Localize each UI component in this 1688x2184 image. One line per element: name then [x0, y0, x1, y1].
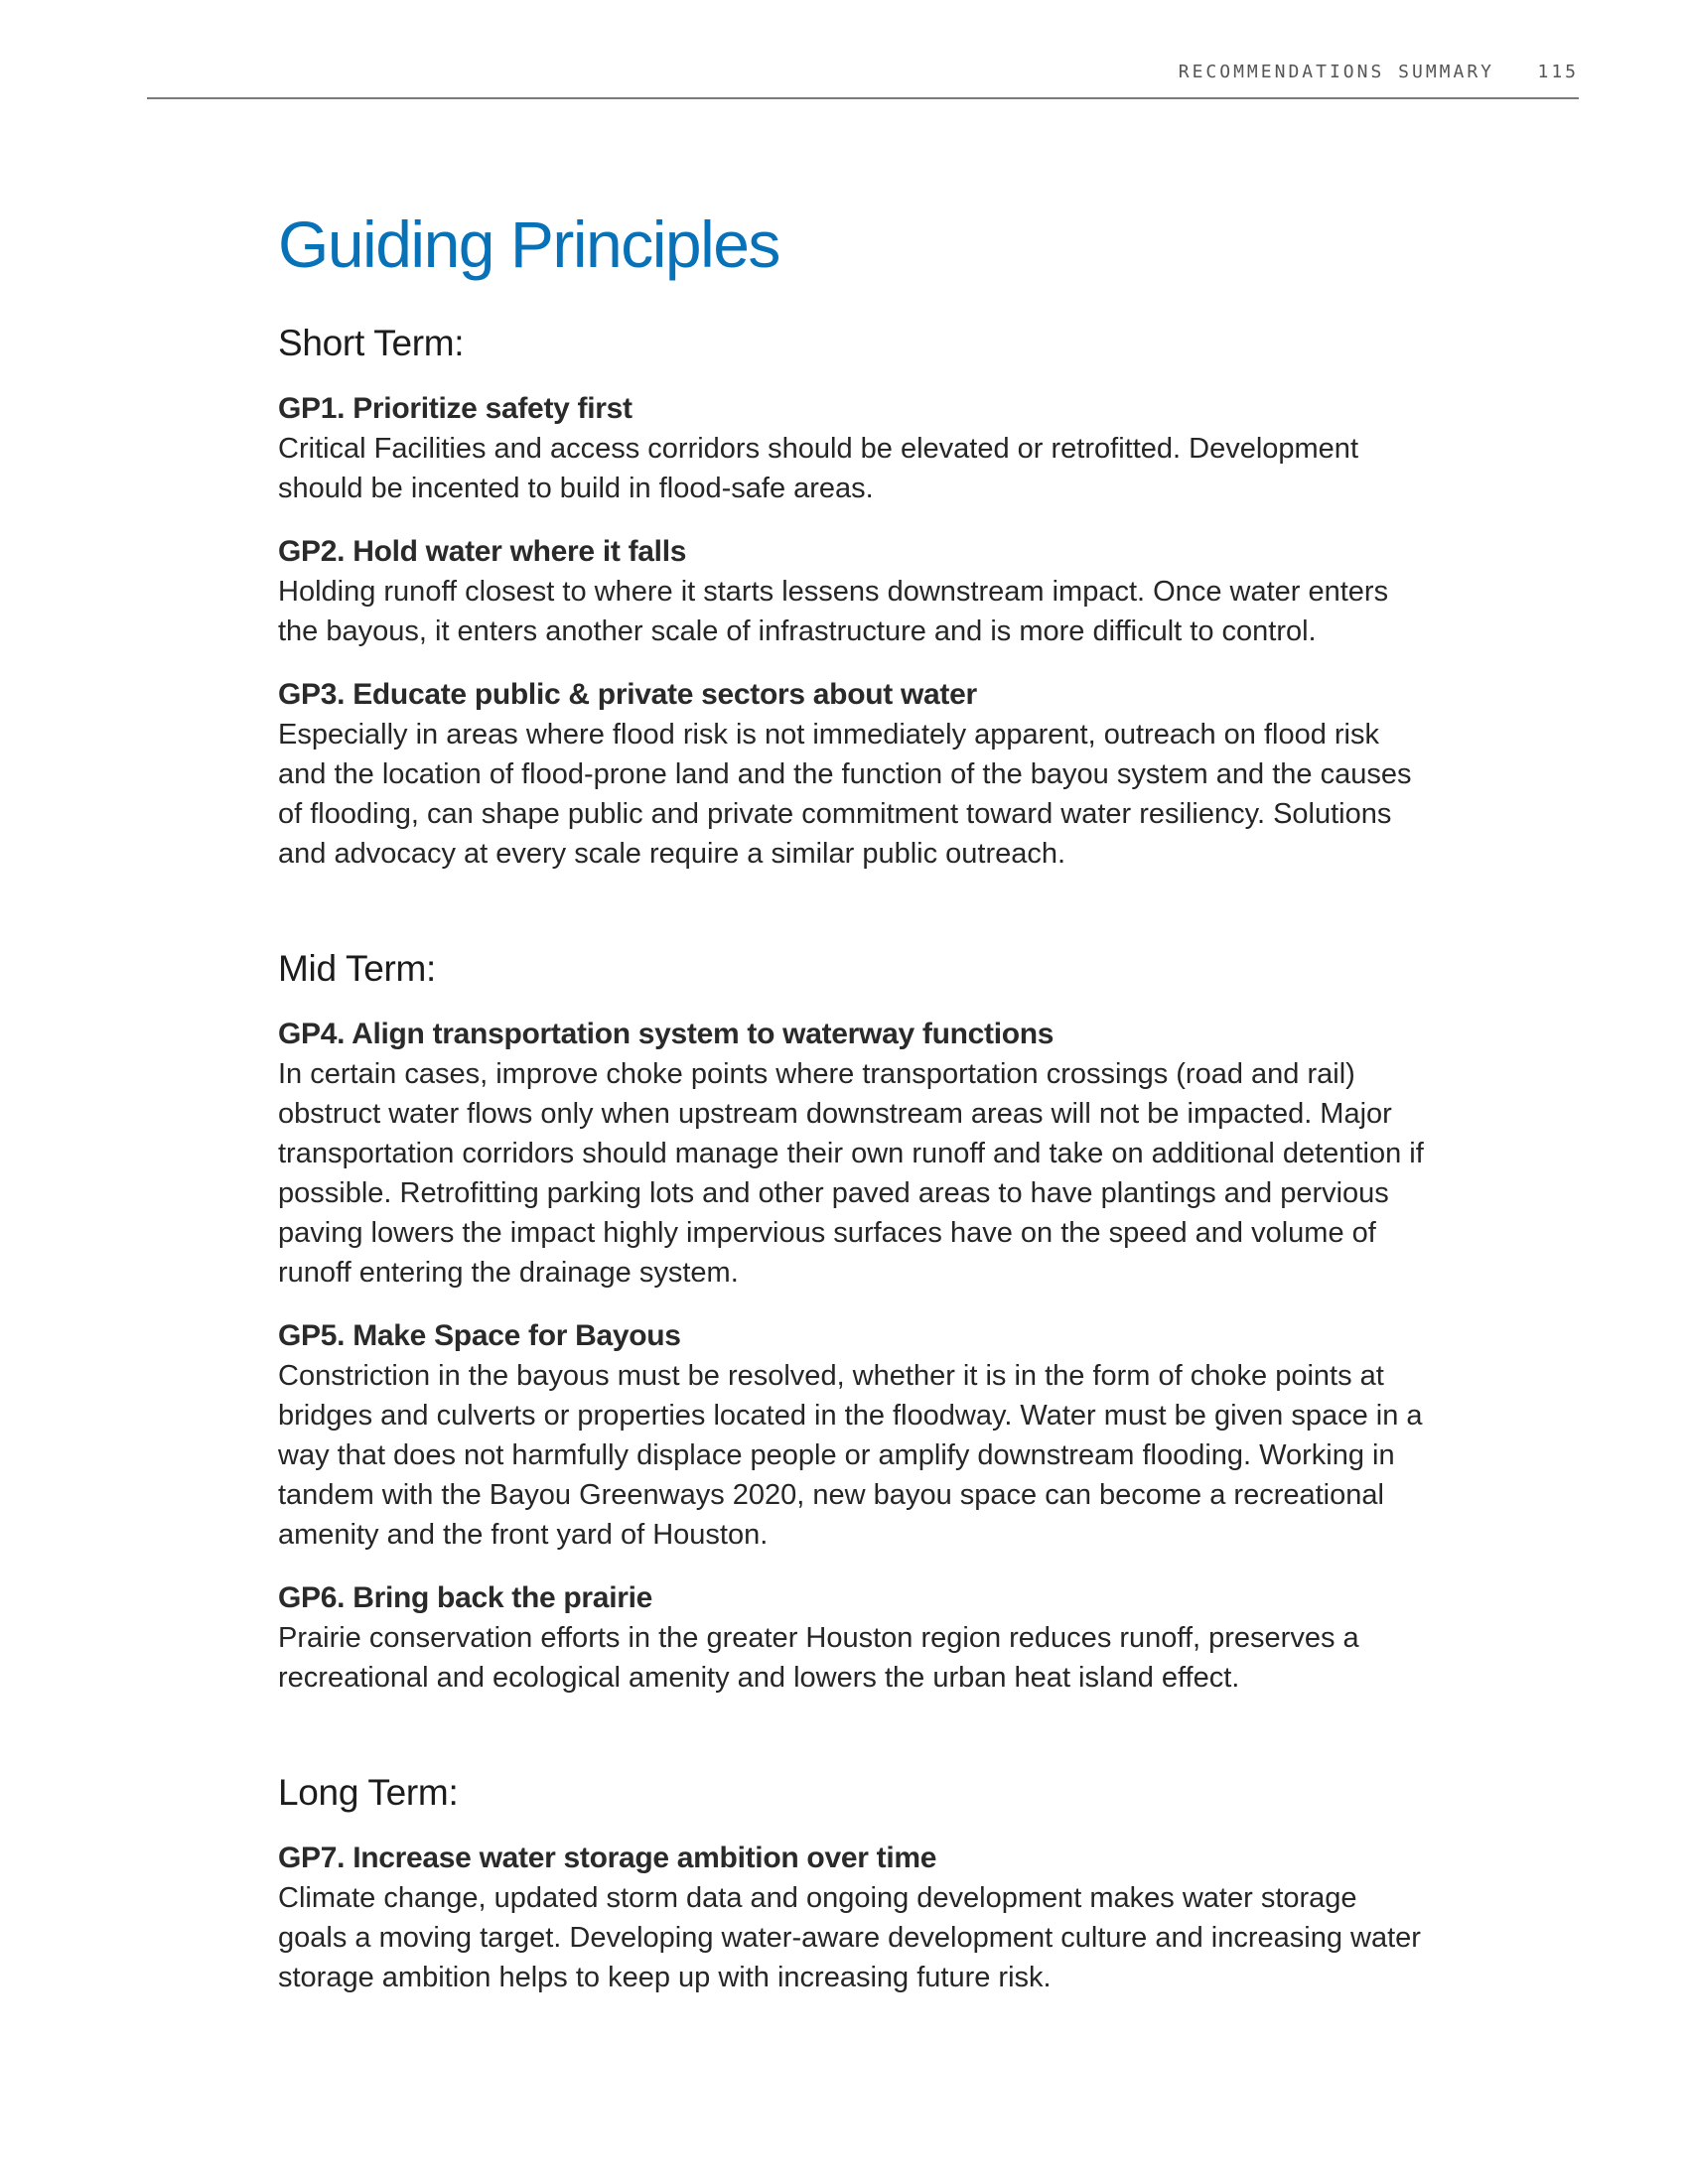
principle-gp2 [278, 532, 1430, 651]
page-content [278, 205, 1430, 2021]
principle-text: Prairie conservation efforts in the greater Houston region reduces runoff, preserves a recreational and ecological amenity and lowers the urban heat island effect. [278, 1622, 1359, 1694]
term-heading: Short Term: [278, 323, 465, 363]
term-section-mid [278, 947, 1430, 1698]
principle-title: GP1. Prioritize safety first [278, 392, 633, 425]
term-heading: Long Term: [278, 1772, 459, 1813]
principle-text: Holding runoff closest to where it starts lessens downstream impact. Once water enters the bayous, it enters another scale of infrastructure and is more difficult to control. [278, 576, 1389, 647]
term-section-short [278, 322, 1430, 874]
page-number: 115 [1537, 62, 1579, 82]
principle-gp5 [278, 1316, 1430, 1555]
principle-title: GP3. Educate public & private sectors about water [278, 678, 977, 711]
principle-gp1 [278, 389, 1430, 508]
section-label: RECOMMENDATIONS SUMMARY [1178, 62, 1494, 82]
running-header [147, 58, 1579, 99]
principle-title: GP6. Bring back the prairie [278, 1581, 653, 1614]
principle-text: In certain cases, improve choke points where transportation crossings (road and rail) obstruct water flows only when upstream downstream areas will not be impacted. Major transportation corridors should manage their own runoff and take on additional detention if possible. Retrofitting parking lots and other paved areas to have plantings and pervious paving lowers the impact highly impervious surfaces have on the speed and volume of runoff entering the drainage system. [278, 1058, 1424, 1289]
principle-title: GP4. Align transportation system to waterway functions [278, 1018, 1055, 1050]
term-heading: Mid Term: [278, 948, 437, 989]
principle-title: GP7. Increase water storage ambition over time [278, 1842, 937, 1874]
principle-title: GP5. Make Space for Bayous [278, 1319, 681, 1352]
principle-title: GP2. Hold water where it falls [278, 535, 687, 568]
principle-gp3 [278, 675, 1430, 874]
term-section-long [278, 1771, 1430, 1997]
principle-gp4 [278, 1015, 1430, 1293]
principle-text: Critical Facilities and access corridors should be elevated or retrofitted. Development should be incented to build in flood-safe areas. [278, 433, 1358, 504]
principle-gp7 [278, 1839, 1430, 1997]
principle-text: Constriction in the bayous must be resolved, whether it is in the form of choke points at bridges and culverts or properties located in the floodway. Water must be given space in a way that does not harmfully displace people or amplify downstream flooding. Working in tandem with the Bayou Greenways 2020, new bayou space can become a recreational amenity and the front yard of Houston. [278, 1360, 1423, 1551]
principle-text: Especially in areas where flood risk is not immediately apparent, outreach on flood risk and the location of flood-prone land and the function of the bayou system and the causes of flooding, can shape public and private commitment toward water resiliency. Solutions and advocacy at every scale require a similar public outreach. [278, 719, 1412, 870]
page-title: Guiding Principles [278, 207, 779, 281]
principle-text: Climate change, updated storm data and ongoing development makes water storage goals a moving target. Developing water-aware development culture and increasing water storage ambition helps to keep up with increasing future risk. [278, 1882, 1421, 1993]
principle-gp6 [278, 1578, 1430, 1698]
